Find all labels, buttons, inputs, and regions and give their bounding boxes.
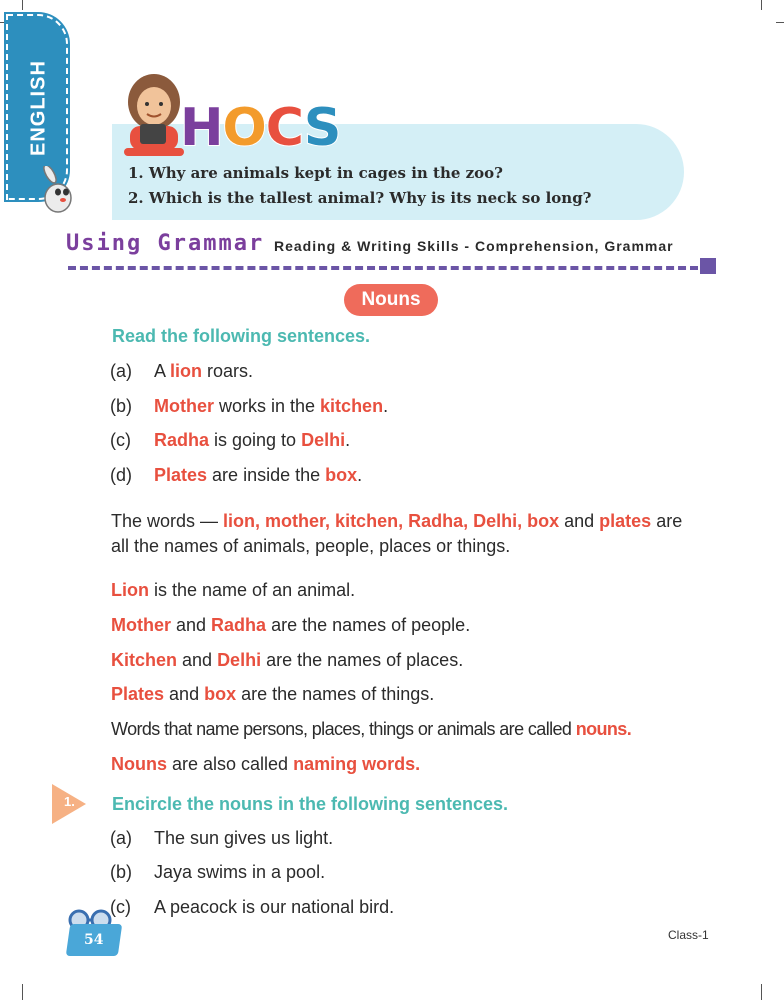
text-run: are [651,511,683,531]
hocs-letter: H [180,98,223,158]
noun-highlight: box [204,684,237,704]
fact-line [111,719,631,740]
side-tab-label: ENGLISH [27,60,50,156]
section-title: Using Grammar [66,231,265,256]
text-run: . [357,465,363,485]
text-run: The words — [111,511,224,531]
text-run: are inside the [207,465,326,485]
fact-line [111,650,463,671]
noun-highlight: Mother [154,396,214,416]
noun-highlight: Plates [154,465,208,485]
crop-mark [22,984,23,1000]
text-run: are the names of places. [261,650,464,670]
fact-line [111,754,420,775]
text-run: . [345,430,351,450]
text-run: A [154,361,171,381]
class-label: Class-1 [668,928,709,942]
text-run: and [177,650,218,670]
text-run: all the names of animals, people, places or things. [111,536,511,556]
exercise-sentence[interactable]: A peacock is our national bird. [154,897,395,917]
explanation-line [111,536,510,557]
hocs-letter: C [265,98,304,158]
text-run: are the names of people. [266,615,471,635]
example-label: (a) [110,361,132,381]
example-sentence [154,396,388,417]
noun-highlight: Mother [111,615,171,635]
noun-highlight: box [325,465,358,485]
noun-highlight: Plates [111,684,165,704]
text-run: and [171,615,212,635]
exercise-label: (a) [110,828,132,848]
noun-highlight: Delhi [217,650,262,670]
noun-highlight: Radha [154,430,210,450]
text-run: are the names of things. [236,684,435,704]
hocs-question: 2. Which is the tallest animal? Why is its neck so long? [128,189,592,207]
hocs-question: 1. Why are animals kept in cages in the zoo? [128,164,503,182]
exercise-number: 1. [64,794,75,809]
exercise-instruction: Encircle the nouns in the following sentences. [112,794,509,814]
text-run: and [559,511,600,531]
noun-highlight: lion [170,361,203,381]
page-number: 54 [84,932,104,948]
noun-highlight: naming words. [293,754,421,774]
text-run: is going to [209,430,302,450]
exercise-label: (c) [110,897,131,917]
example-label: (d) [110,465,132,485]
fact-line [111,615,470,636]
example-label: (b) [110,396,132,416]
topic-pill: Nouns [344,284,438,316]
noun-highlight: Radha [211,615,267,635]
text-run: are also called [167,754,294,774]
example-sentence [154,361,253,382]
section-subtitle: Reading & Writing Skills - Comprehension, Grammar [274,238,674,254]
crop-mark [776,22,784,23]
fact-line [111,684,434,705]
divider-end-square [700,258,716,274]
noun-highlight: kitchen [320,396,384,416]
child-reading-icon [114,68,190,160]
exercise-sentence[interactable]: The sun gives us light. [154,828,334,848]
hocs-title [180,98,340,158]
text-run: and [164,684,205,704]
instruction-heading: Read the following sentences. [112,326,371,346]
exercise-sentence[interactable]: Jaya swims in a pool. [154,862,326,882]
example-label: (c) [110,430,131,450]
exercise-label: (b) [110,862,132,882]
crop-mark [761,984,762,1000]
noun-highlight: Kitchen [111,650,178,670]
fact-line [111,580,355,601]
hocs-letter: O [222,98,266,158]
hocs-letter: S [303,98,341,158]
example-sentence [154,465,362,486]
noun-highlight: lion, mother, kitchen, Radha, Delhi, box [223,511,560,531]
text-run: . [383,396,389,416]
text-run: Words that name persons, places, things or animals are called [111,719,576,739]
crop-mark [22,0,23,10]
example-sentence [154,430,350,451]
noun-highlight: plates [599,511,652,531]
text-run: works in the [214,396,321,416]
explanation-line [111,511,682,532]
noun-highlight: Delhi [301,430,346,450]
noun-highlight: nouns. [575,719,632,739]
noun-highlight: Nouns [111,754,167,774]
text-run: is the name of an animal. [149,580,356,600]
text-run: roars. [202,361,254,381]
noun-highlight: Lion [111,580,149,600]
crop-mark [761,0,762,10]
dashed-divider [68,266,698,270]
rabbit-icon [36,166,80,216]
